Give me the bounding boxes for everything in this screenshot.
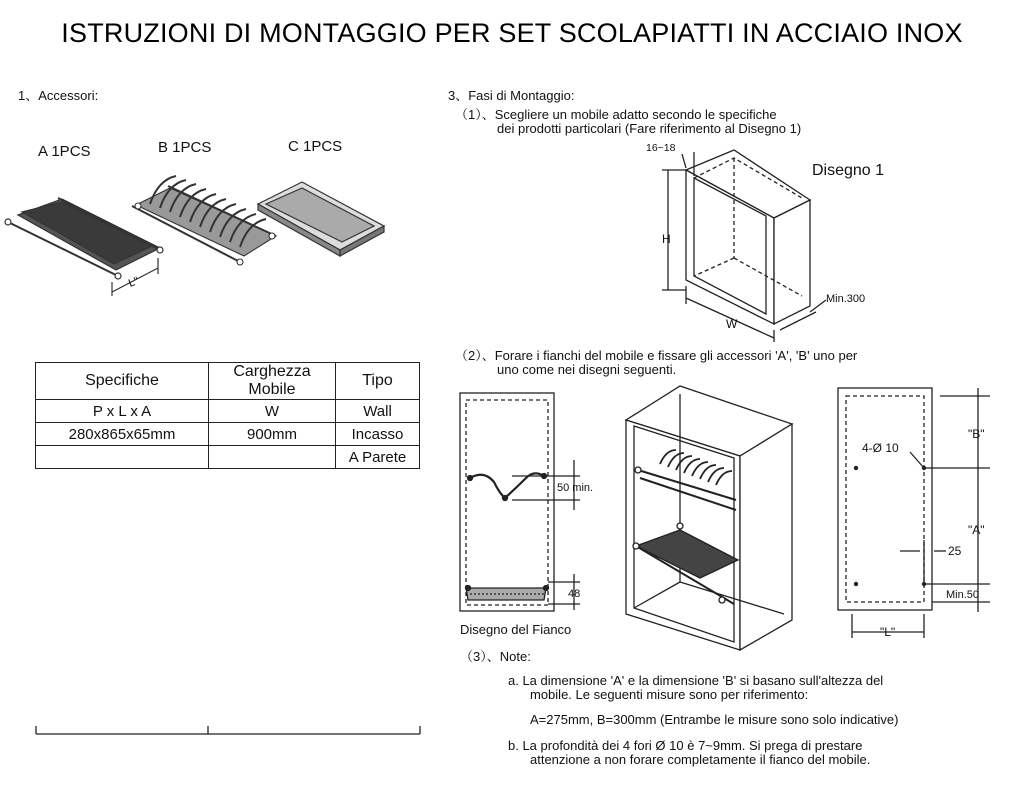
hole-offset-label: 25 (948, 544, 962, 558)
page-title: ISTRUZIONI DI MONTAGGIO PER SET SCOLAPIATTI IN ACCIAIO INOX (61, 18, 963, 48)
drawing1-height-label: H (662, 232, 671, 246)
accessory-b-label: B 1PCS (158, 139, 212, 156)
note-b-line2: attenzione a non forare completamente il fianco del mobile. (530, 752, 871, 767)
spec-cell: 900mm (209, 423, 336, 446)
spec-cell: Wall (336, 400, 420, 423)
note-a-line1: a. La dimensione 'A' e la dimensione 'B' si basano sull'altezza del (508, 673, 884, 688)
hole-count-label: 4-Ø 10 (862, 441, 899, 455)
note-a-line3: A=275mm, B=300mm (Entrambe le misure sono solo indicative) (530, 712, 899, 727)
accessories-heading: 1、Accessori: (18, 88, 99, 103)
side-gap-label: 50 min. (557, 482, 594, 494)
accessory-a-label: A 1PCS (38, 143, 91, 160)
note-a-line2: mobile. Le seguenti misure sono per riferimento: (530, 687, 809, 702)
spec-cell: W (209, 400, 336, 423)
spec-cell: P x L x A (36, 400, 209, 423)
spec-header-cell: Specifiche (36, 363, 209, 400)
drawing1-width-label: W (726, 317, 738, 331)
hole-dim-b-label: "B" (968, 427, 985, 441)
steps-heading: 3、Fasi di Montaggio: (448, 88, 575, 103)
hole-dim-l-label: "L" (880, 625, 896, 639)
hole-dim-a-label: "A" (968, 523, 985, 537)
side-drawing-caption: Disegno del Fianco (460, 622, 572, 637)
drawing1-thickness-label: 16~18 (646, 142, 676, 154)
spec-cell: A Parete (336, 446, 420, 469)
step1-line1: （1）、Scegliere un mobile adatto secondo le specifiche (455, 107, 777, 122)
step2-line1: （2）、Forare i fianchi del mobile e fissare gli accessori 'A', 'B' uno per (455, 348, 858, 363)
accessory-a-dim-label: L" (126, 275, 141, 290)
note-b-line1: b. La profondità dei 4 fori Ø 10 è 7~9mm. Si prega di prestare (508, 738, 863, 753)
spec-header-cell: Tipo (336, 363, 420, 400)
spec-cell: Incasso (336, 423, 420, 446)
spec-cell: 280x865x65mm (36, 423, 209, 446)
side-bottom-label: 48 (568, 588, 581, 600)
spec-header-cell: Carghezza Mobile (209, 363, 336, 400)
step1-line2: dei prodotti particolari (Fare riferimento al Disegno 1) (497, 121, 802, 136)
hole-min-bottom-label: Min.50 (946, 589, 980, 601)
drawing1-depth-label: Min.300 (826, 293, 866, 305)
step2-line2: uno come nei disegni seguenti. (497, 362, 677, 377)
drawing1-title: Disegno 1 (812, 162, 885, 179)
accessory-c-label: C 1PCS (288, 138, 343, 155)
step3-heading: （3）、Note: (460, 649, 531, 664)
